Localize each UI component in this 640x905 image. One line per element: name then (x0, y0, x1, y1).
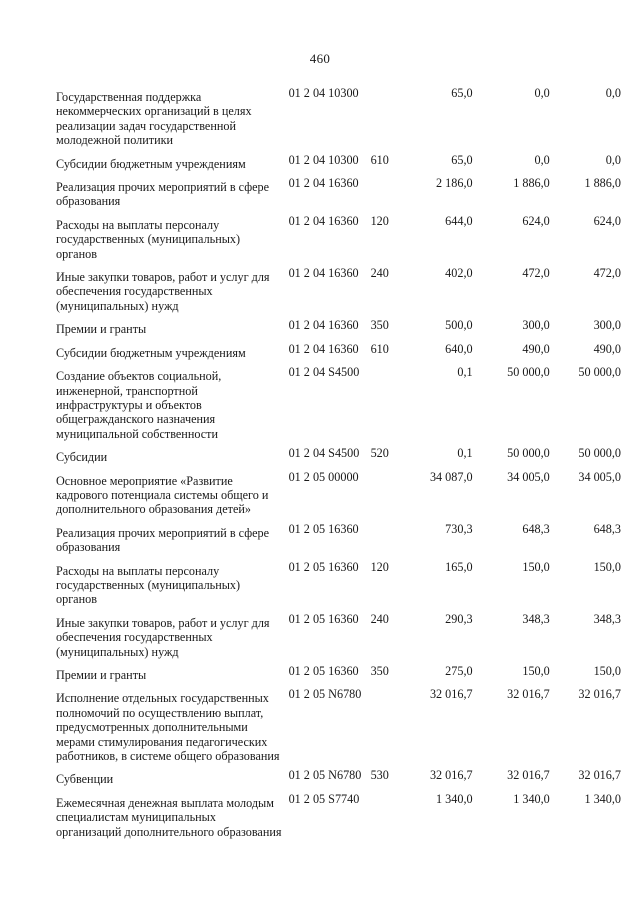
row-classifier: 01 2 04 16360 (288, 176, 359, 191)
row-code (284, 446, 414, 460)
row-value-3: 472,0 (593, 266, 621, 281)
row-name: Создание объектов социальной, инженерной, транспортной инфраструктуры и объектов общегражданского назначения муниципальной собственности (56, 369, 222, 441)
table-row (56, 86, 621, 148)
row-value-1: 34 087,0 (429, 469, 473, 484)
row-classifier: 01 2 04 S4500 (288, 365, 360, 380)
row-name: Премии и гранты (56, 322, 147, 337)
row-code (284, 792, 414, 806)
row-code (284, 318, 414, 332)
row-expense-type: 350 (370, 318, 389, 333)
row-value-1: 0,1 (457, 446, 473, 461)
row-value-3: 648,3 (593, 521, 621, 536)
row-value-3: 0,0 (605, 152, 621, 167)
row-value-3: 50 000,0 (578, 446, 621, 461)
row-value-2: 0,0 (534, 86, 550, 100)
row-name: Основное мероприятие «Развитие кадрового потенциала системы общего и дополнительного образования детей» (56, 473, 269, 517)
row-code (284, 687, 414, 701)
row-value-1: 165,0 (445, 559, 473, 574)
row-value-2: 348,3 (522, 611, 550, 626)
row-value-1: 640,0 (445, 341, 473, 356)
row-value-1: 2 186,0 (436, 176, 473, 191)
row-classifier: 01 2 05 N6780 (288, 768, 362, 783)
row-name: Иные закупки товаров, работ и услуг для обеспечения государственных (муниципальных) нужд (56, 615, 270, 659)
row-code (284, 612, 414, 626)
row-expense-type: 120 (370, 559, 389, 574)
table-row (56, 176, 621, 209)
table-row (56, 522, 621, 555)
row-name: Государственная поддержка некоммерческих организаций в целях реализации задач государственной молодежной политики (56, 90, 252, 148)
row-expense-type: 120 (370, 213, 389, 228)
row-value-2: 648,3 (522, 521, 550, 536)
table-row (56, 153, 621, 171)
row-value-1: 0,1 (457, 365, 473, 380)
table-row (56, 792, 621, 839)
row-value-2: 472,0 (522, 266, 550, 281)
row-expense-type: 610 (370, 341, 389, 356)
row-value-3: 1 886,0 (584, 176, 621, 191)
row-code (284, 342, 414, 356)
row-value-3: 32 016,7 (578, 768, 621, 783)
row-value-1: 500,0 (445, 318, 473, 333)
row-value-2: 0,0 (534, 152, 550, 167)
row-code (284, 86, 414, 100)
row-value-3: 624,0 (593, 213, 621, 228)
row-value-3: 50 000,0 (578, 365, 621, 380)
row-code (284, 768, 414, 782)
row-value-1: 644,0 (445, 213, 473, 228)
row-name: Субсидии бюджетным учреждениям (56, 345, 246, 360)
row-expense-type: 350 (370, 664, 389, 678)
row-code (284, 365, 414, 379)
row-classifier: 01 2 05 00000 (288, 469, 359, 484)
row-classifier: 01 2 04 16360 (288, 341, 359, 356)
table-row (56, 687, 621, 763)
row-name: Субсидии (56, 450, 108, 465)
row-value-2: 34 005,0 (507, 469, 550, 484)
row-value-2: 32 016,7 (507, 768, 550, 783)
row-expense-type: 240 (370, 266, 389, 281)
row-value-3: 490,0 (593, 341, 621, 356)
table-row (56, 768, 621, 786)
row-code (284, 214, 414, 228)
row-value-1: 65,0 (451, 152, 473, 167)
row-value-2: 490,0 (522, 341, 550, 356)
row-value-1: 32 016,7 (429, 768, 473, 783)
row-value-3: 150,0 (593, 664, 621, 678)
row-code (284, 153, 414, 167)
row-value-2: 1 340,0 (513, 791, 550, 806)
row-classifier: 01 2 04 10300 (288, 152, 359, 167)
row-value-2: 300,0 (522, 318, 550, 333)
table-row (56, 318, 621, 336)
row-classifier: 01 2 04 S4500 (288, 446, 360, 461)
row-expense-type: 530 (370, 768, 389, 783)
row-name: Иные закупки товаров, работ и услуг для обеспечения государственных (муниципальных) нужд (56, 270, 270, 313)
row-value-3: 348,3 (593, 611, 621, 626)
table-row (56, 470, 621, 517)
row-value-3: 34 005,0 (578, 469, 621, 484)
row-classifier: 01 2 04 16360 (288, 318, 359, 333)
table-row (56, 446, 621, 464)
table-row (56, 214, 621, 261)
row-expense-type: 520 (370, 446, 389, 461)
row-name: Реализация прочих мероприятий в сфере образования (56, 525, 270, 555)
table-row (56, 266, 621, 313)
row-name: Расходы на выплаты персоналу государственных (муниципальных) органов (56, 563, 241, 607)
row-value-3: 32 016,7 (578, 687, 621, 702)
row-value-3: 0,0 (605, 86, 621, 100)
row-code (284, 664, 414, 678)
row-classifier: 01 2 05 16360 (288, 611, 359, 626)
row-value-1: 275,0 (445, 664, 473, 678)
row-value-2: 50 000,0 (507, 446, 550, 461)
row-name: Субвенции (56, 772, 114, 787)
row-classifier: 01 2 05 S7740 (288, 791, 360, 806)
row-value-2: 150,0 (522, 664, 550, 678)
row-code (284, 522, 414, 536)
row-value-1: 402,0 (445, 266, 473, 281)
row-value-1: 65,0 (451, 86, 473, 100)
row-name: Реализация прочих мероприятий в сфере образования (56, 180, 270, 209)
row-value-1: 290,3 (445, 611, 473, 626)
row-value-2: 1 886,0 (513, 176, 550, 191)
row-value-2: 624,0 (522, 213, 550, 228)
row-classifier: 01 2 04 16360 (288, 213, 359, 228)
row-value-2: 150,0 (522, 559, 550, 574)
budget-table (56, 86, 621, 844)
row-code (284, 560, 414, 574)
row-classifier: 01 2 04 16360 (288, 266, 359, 281)
row-value-3: 1 340,0 (584, 791, 621, 806)
row-classifier: 01 2 05 N6780 (288, 687, 362, 702)
row-value-2: 32 016,7 (507, 687, 550, 702)
table-row (56, 365, 621, 441)
row-code (284, 176, 414, 190)
row-expense-type: 240 (370, 611, 389, 626)
row-expense-type: 610 (370, 152, 389, 167)
row-value-1: 32 016,7 (429, 687, 473, 702)
row-value-1: 1 340,0 (436, 791, 473, 806)
row-classifier: 01 2 04 10300 (288, 86, 359, 100)
row-code (284, 470, 414, 484)
row-value-3: 150,0 (593, 559, 621, 574)
row-name: Расходы на выплаты персоналу государственных (муниципальных) органов (56, 217, 241, 261)
row-classifier: 01 2 05 16360 (288, 521, 359, 536)
row-name: Субсидии бюджетным учреждениям (56, 156, 246, 171)
page-number: 460 (309, 51, 331, 66)
table-row (56, 342, 621, 360)
row-code (284, 266, 414, 280)
table-row (56, 664, 621, 682)
row-name: Премии и гранты (56, 668, 147, 682)
row-value-3: 300,0 (593, 318, 621, 333)
row-classifier: 01 2 05 16360 (288, 559, 359, 574)
table-row (56, 560, 621, 607)
table-row (56, 612, 621, 659)
row-value-1: 730,3 (445, 521, 473, 536)
row-name: Ежемесячная денежная выплата молодым специалистам муниципальных организаций дополнительного образования (56, 795, 282, 839)
row-name: Исполнение отдельных государственных полномочий по осуществлению выплат, предусмотренных дополнительными мерами стимулирования педагогических работников, в системе общего образования (56, 691, 280, 764)
row-classifier: 01 2 05 16360 (288, 664, 359, 678)
row-value-2: 50 000,0 (507, 365, 550, 380)
